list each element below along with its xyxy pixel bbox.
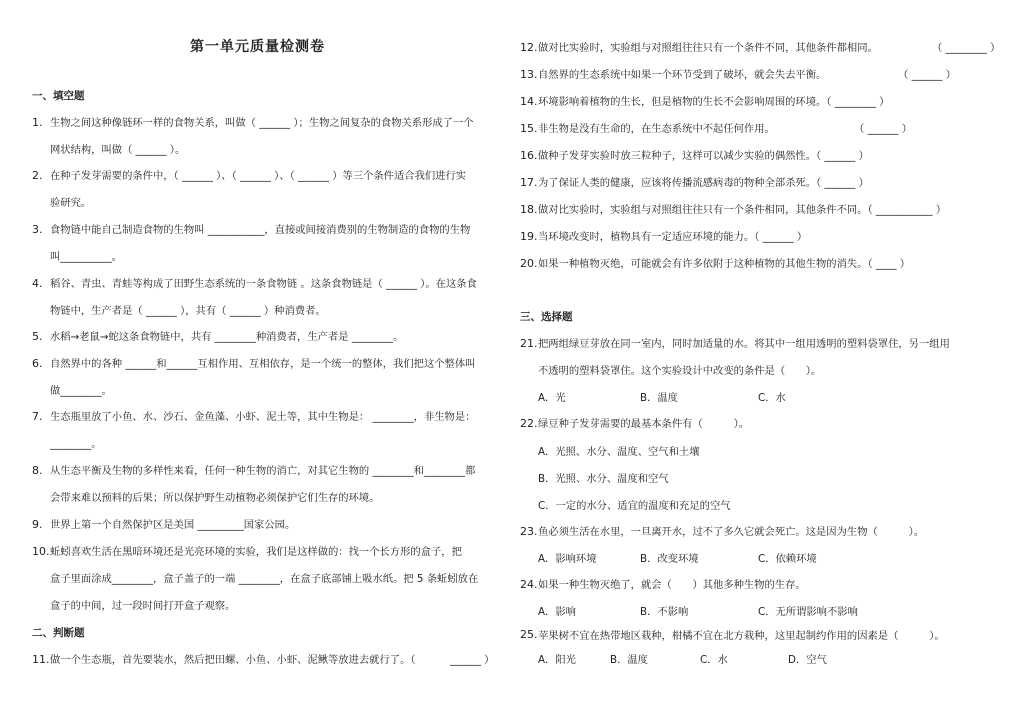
question-number: 21.: [520, 337, 538, 350]
question-number: 2.: [32, 169, 43, 182]
question-number: 3.: [32, 223, 43, 236]
page-title: 第一单元质量检测卷: [190, 39, 325, 55]
question-text: 自然界的生态系统中如果一个环节受到了破坏，就会失去平衡。: [538, 69, 827, 81]
question-number: 14.: [520, 95, 538, 108]
option-a: A．阳光: [538, 654, 576, 666]
question-number: 8.: [32, 464, 43, 477]
question-text: 当环境改变时，植物具有一定适应环境的能力。（ ______ ）: [538, 231, 808, 243]
question-text: 自然界中的各种 ______和______互相作用、互相依存，是一个统一的整体，我们把这个整体叫: [50, 358, 476, 370]
option-b: B．改变环境: [640, 553, 699, 565]
answer-blank: （ ______ ）: [898, 69, 957, 81]
question-number: 12.: [520, 41, 538, 54]
question-text: 做对比实验时，实验组与对照组往往只有一个条件相同，其他条件不同。（ ___________ ）: [538, 204, 947, 216]
question-text: 会带来难以预料的后果；所以保护野生动植物必须保护它们生存的环境。: [50, 492, 380, 504]
option-a: A．光照、水分、温度、空气和土壤: [538, 446, 700, 458]
question-number: 6.: [32, 357, 43, 370]
answer-blank: （ ________ ）: [932, 42, 1001, 54]
question-text: 鱼必须生活在水里，一旦离开水，过不了多久它就会死亡。这是因为生物（ ）。: [538, 526, 925, 538]
question-number: 22.: [520, 417, 538, 430]
question-text: 绿豆种子发芽需要的最基本条件有（ ）。: [538, 418, 750, 430]
option-b: B．不影响: [640, 606, 689, 618]
option-c: C．依赖环境: [758, 553, 817, 565]
question-number: 18.: [520, 203, 538, 216]
question-text: 做________。: [50, 385, 112, 397]
section-choice-title: 三、选择题: [520, 311, 573, 323]
question-text: 盒子的中间，过一段时间打开盒子观察。: [50, 600, 236, 612]
question-text: 做对比实验时，实验组与对照组往往只有一个条件不同，其他条件都相同。: [538, 42, 878, 54]
option-a: A．光: [538, 392, 566, 404]
question-text: 食物链中能自己制造食物的生物叫 ___________，直接或间接消费别的生物制造的食物的生物: [50, 224, 471, 236]
question-number: 7.: [32, 410, 43, 423]
question-number: 15.: [520, 122, 538, 135]
question-number: 24.: [520, 578, 538, 591]
question-text: 验研究。: [50, 197, 92, 209]
question-text: 生物之间这种像链环一样的食物关系，叫做（ ______ ）；生物之间复杂的食物关系形成了一个: [50, 117, 474, 129]
answer-blank: ______ ）: [450, 654, 495, 666]
question-number: 13.: [520, 68, 538, 81]
question-number: 16.: [520, 149, 538, 162]
option-b: B．光照、水分、温度和空气: [538, 473, 669, 485]
question-number: 1.: [32, 116, 43, 129]
question-number: 9.: [32, 518, 43, 531]
question-text: 从生态平衡及生物的多样性来看，任何一种生物的消亡，对其它生物的 ________和________都: [50, 465, 476, 477]
option-b: B．温度: [610, 654, 648, 666]
question-number: 10.: [32, 545, 50, 558]
question-text: 稻谷、青虫、青蛙等构成了田野生态系统的一条食物链 。这条食物链是（ ______ ）。在这条食: [50, 278, 477, 290]
question-text: 水稻→老鼠→蛇这条食物链中，共有 ________种消费者，生产者是 ________。: [50, 331, 404, 343]
option-c: C．一定的水分、适宜的温度和充足的空气: [538, 500, 731, 512]
question-text: 苹果树不宜在热带地区栽种，柑橘不宜在北方栽种，这里起制约作用的因素是（ ）。: [538, 630, 945, 642]
option-a: A．影响环境: [538, 553, 597, 565]
question-number: 5.: [32, 330, 43, 343]
question-number: 20.: [520, 257, 538, 270]
question-text: 蚯蚓喜欢生活在黑暗环境还是光亮环境的实验，我们是这样做的：找一个长方形的盒子，把: [50, 546, 462, 558]
option-c: C．水: [700, 654, 728, 666]
question-text: 不透明的塑料袋罩住。这个实验设计中改变的条件是（ ）。: [538, 365, 822, 377]
question-text: 做种子发芽实验时放三粒种子，这样可以减少实验的偶然性。（ ______ ）: [538, 150, 869, 162]
question-text: 在种子发芽需要的条件中，（ ______ ）、（ ______ ）、（ ______ ）等三个条件适合我们进行实: [50, 170, 467, 182]
question-text: 为了保证人类的健康，应该将传播流感病毒的物种全部杀死。（ ______ ）: [538, 177, 869, 189]
question-number: 4.: [32, 277, 43, 290]
section-judge-title: 二、判断题: [32, 627, 85, 639]
option-c: C．水: [758, 392, 786, 404]
option-a: A．影响: [538, 606, 576, 618]
section-fill-title: 一、填空题: [32, 90, 85, 102]
question-number: 19.: [520, 230, 538, 243]
question-number: 17.: [520, 176, 538, 189]
question-text: 世界上第一个自然保护区是美国 _________国家公园。: [50, 519, 296, 531]
question-text: 网状结构，叫做（ ______ ）。: [50, 144, 186, 156]
question-text: 非生物是没有生命的，在生态系统中不起任何作用。: [538, 123, 775, 135]
question-text: 做一个生态瓶，首先要装水，然后把田螺、小鱼、小虾、泥鳅等放进去就行了。（: [50, 654, 416, 666]
question-text: 物链中，生产者是（ ______ ），共有（ ______ ）种消费者。: [50, 305, 326, 317]
question-number: 11.: [32, 653, 50, 666]
question-text: 环境影响着植物的生长，但是植物的生长不会影响周围的环境。（ ________ ）: [538, 96, 890, 108]
question-text: 叫__________。: [50, 251, 123, 263]
question-number: 23.: [520, 525, 538, 538]
question-text: 盒子里面涂成________，盒子盖子的一端 ________，在盒子底部铺上吸水纸。把 5 条蚯蚓放在: [50, 573, 479, 585]
question-number: 25.: [520, 628, 538, 641]
question-text: 生态瓶里放了小鱼、水、沙石、金鱼藻、小虾、泥土等，其中生物是： ________，非生物是：: [50, 411, 476, 423]
question-text: 把两组绿豆芽放在同一室内，同时加适量的水。将其中一组用透明的塑料袋罩住，另一组用: [538, 338, 950, 350]
question-text: 如果一种植物灭绝，可能就会有许多依附于这种植物的其他生物的消失。（ ____ ）: [538, 258, 911, 270]
option-d: D．空气: [788, 654, 827, 666]
question-text: 如果一种生物灭绝了，就会（ ）其他多种生物的生存。: [538, 579, 806, 591]
option-c: C．无所谓影响不影响: [758, 606, 858, 618]
question-text: ________。: [50, 438, 102, 450]
option-b: B．温度: [640, 392, 678, 404]
answer-blank: （ ______ ）: [854, 123, 913, 135]
